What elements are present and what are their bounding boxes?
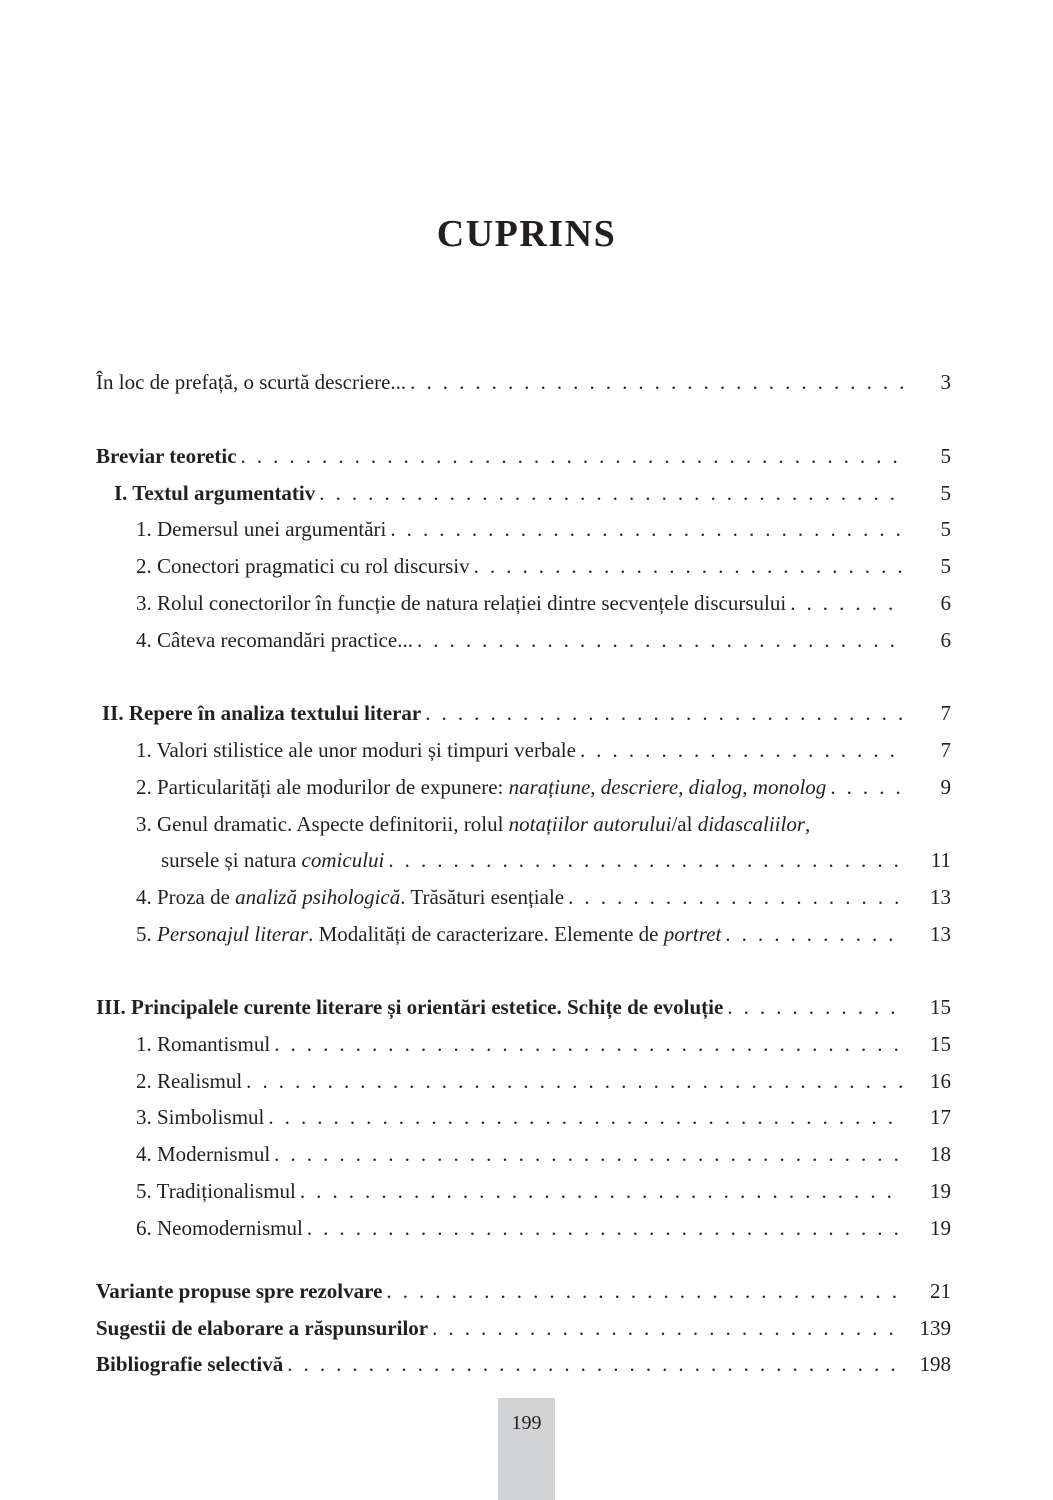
toc-entry-line[interactable] <box>0 807 1053 841</box>
leader-dots <box>421 696 903 730</box>
toc-page-number: 11 <box>930 848 951 872</box>
toc-page-number: 7 <box>940 738 951 762</box>
toc-page-number: 7 <box>940 701 951 725</box>
toc-entry-preface[interactable] <box>0 365 1053 399</box>
toc-page-number: 9 <box>940 775 951 799</box>
leader-dots <box>428 1311 903 1345</box>
toc-label: 4. Câteva recomandări practice... <box>136 628 413 652</box>
toc-page-number: 6 <box>940 628 951 652</box>
toc-entry-section-1[interactable] <box>0 476 1053 510</box>
leader-dots <box>826 770 903 804</box>
toc-entry[interactable] <box>0 1064 1053 1098</box>
leader-dots <box>283 1347 903 1381</box>
toc-entry-section-3[interactable] <box>0 990 1053 1024</box>
toc-entry-section-2[interactable] <box>0 696 1053 730</box>
toc-label-italic: analiză psihologică <box>235 885 401 909</box>
toc-page-number: 13 <box>930 922 951 946</box>
page-number: 199 <box>511 1412 542 1434</box>
toc-entry[interactable] <box>0 512 1053 546</box>
toc-entry[interactable] <box>0 733 1053 767</box>
toc-page-number: 19 <box>930 1216 951 1240</box>
toc-label-italic: narațiune, descriere, dialog, monolog <box>508 775 827 799</box>
toc-entry[interactable] <box>0 1211 1053 1245</box>
toc-label: 4. Modernismul <box>136 1142 271 1166</box>
leader-dots <box>384 843 903 877</box>
toc-page-number: 3 <box>940 370 951 394</box>
page-title: CUPRINS <box>436 213 617 255</box>
toc-page-number: 21 <box>930 1279 951 1303</box>
toc-page-number: 19 <box>930 1179 951 1203</box>
toc-label: 3. Genul dramatic. Aspecte definitorii, rolul <box>136 812 509 836</box>
toc-label: 2. Realismul <box>136 1069 243 1093</box>
toc-label: Bibliografie selectivă <box>96 1352 284 1376</box>
toc-label: . Repere în analiza textului literar <box>118 701 422 725</box>
leader-dots <box>470 549 903 583</box>
toc-label: 5. <box>136 922 157 946</box>
toc-label: . Principalele curente literare și orientări estetice. Schițe de evoluție <box>120 995 724 1019</box>
toc-label: sursele și natura <box>161 848 302 872</box>
toc-page-number: 139 <box>919 1316 951 1340</box>
leader-dots <box>786 586 903 620</box>
leader-dots <box>564 880 903 914</box>
toc-label-italic: portret <box>663 922 722 946</box>
leader-dots <box>264 1100 903 1134</box>
toc-label: 2. Particularități ale modurilor de expunere: <box>136 775 509 799</box>
leader-dots <box>270 1137 903 1171</box>
toc-label-italic: comicului <box>301 848 385 872</box>
leader-dots <box>386 512 903 546</box>
toc-label: . Trăsături esențiale <box>400 885 565 909</box>
toc-page-number: 17 <box>930 1105 951 1129</box>
leader-dots <box>296 1174 903 1208</box>
leader-dots <box>723 990 903 1024</box>
toc-label: 4. Proza de <box>136 885 236 909</box>
toc-label-italic: didascaliilor <box>697 812 806 836</box>
toc-entry[interactable] <box>0 1027 1053 1061</box>
toc-label-italic: notațiilor autorului <box>508 812 672 836</box>
toc-entry-variante[interactable] <box>0 1274 1053 1308</box>
toc-page-number: 13 <box>930 885 951 909</box>
toc-page-number: 18 <box>930 1142 951 1166</box>
toc-label-italic: Personajul literar <box>157 922 309 946</box>
toc-page-number: 5 <box>940 444 951 468</box>
toc-label: I. Textul argumentativ <box>114 481 316 505</box>
toc-label: 2. Conectori pragmatici cu rol discursiv <box>136 554 470 578</box>
toc-entry[interactable] <box>0 1100 1053 1134</box>
toc-label: Variante propuse spre rezolvare <box>96 1279 383 1303</box>
toc-entry[interactable] <box>0 770 1053 804</box>
leader-dots <box>576 733 903 767</box>
toc-label: Sugestii de elaborare a răspunsurilor <box>96 1316 429 1340</box>
toc-page-number: 198 <box>919 1352 951 1376</box>
toc-page-number: 15 <box>930 1032 951 1056</box>
toc-label: 3. Rolul conectorilor în funcție de natura relației dintre secvențele discursului <box>136 591 787 615</box>
toc-label: 1. Romantismul <box>136 1032 271 1056</box>
toc-entry[interactable] <box>0 1137 1053 1171</box>
leader-dots <box>721 917 903 951</box>
toc-label: 3. Simbolismul <box>136 1105 265 1129</box>
toc-page-number: 5 <box>940 481 951 505</box>
toc-label: /al <box>671 812 698 836</box>
toc-label: 6. Neomodernismul <box>136 1216 303 1240</box>
page-number-tab <box>498 1398 555 1500</box>
toc-entry[interactable] <box>0 1174 1053 1208</box>
leader-dots <box>242 1064 903 1098</box>
leader-dots <box>406 365 903 399</box>
toc-entry[interactable] <box>0 623 1053 657</box>
toc-entry[interactable] <box>0 586 1053 620</box>
toc-entry[interactable] <box>0 549 1053 583</box>
leader-dots <box>270 1027 903 1061</box>
toc-entry[interactable] <box>0 880 1053 914</box>
leader-dots <box>382 1274 903 1308</box>
toc-entry-sugestii[interactable] <box>0 1311 1053 1345</box>
leader-dots <box>315 476 903 510</box>
toc-entry[interactable] <box>0 917 1053 951</box>
toc-entry-bibliografie[interactable] <box>0 1347 1053 1381</box>
toc-label: 1. Valori stilistice ale unor moduri și timpuri verbale <box>136 738 576 762</box>
toc-page-number: 6 <box>940 591 951 615</box>
toc-label: 5. Tradiționalismul <box>136 1179 296 1203</box>
toc-label: 1. Demersul unei argumentări <box>136 517 387 541</box>
leader-dots <box>237 439 903 473</box>
leader-dots <box>413 623 903 657</box>
toc-section-numeral: III <box>96 995 121 1019</box>
toc-page-number: 16 <box>930 1069 951 1093</box>
toc-section-numeral: II <box>102 701 119 725</box>
toc-page-number: 5 <box>940 554 951 578</box>
leader-dots <box>303 1211 903 1245</box>
toc-page-number: 15 <box>930 995 951 1019</box>
toc-entry-breviar[interactable] <box>0 439 1053 473</box>
toc-label: . Modalități de caracterizare. Elemente de <box>308 922 664 946</box>
toc-entry-continuation[interactable] <box>0 843 1053 877</box>
toc-label: , <box>805 812 811 836</box>
toc-label: În loc de prefață, o scurtă descriere... <box>96 370 407 394</box>
toc-label: Breviar teoretic <box>96 444 237 468</box>
toc-page-number: 5 <box>940 517 951 541</box>
